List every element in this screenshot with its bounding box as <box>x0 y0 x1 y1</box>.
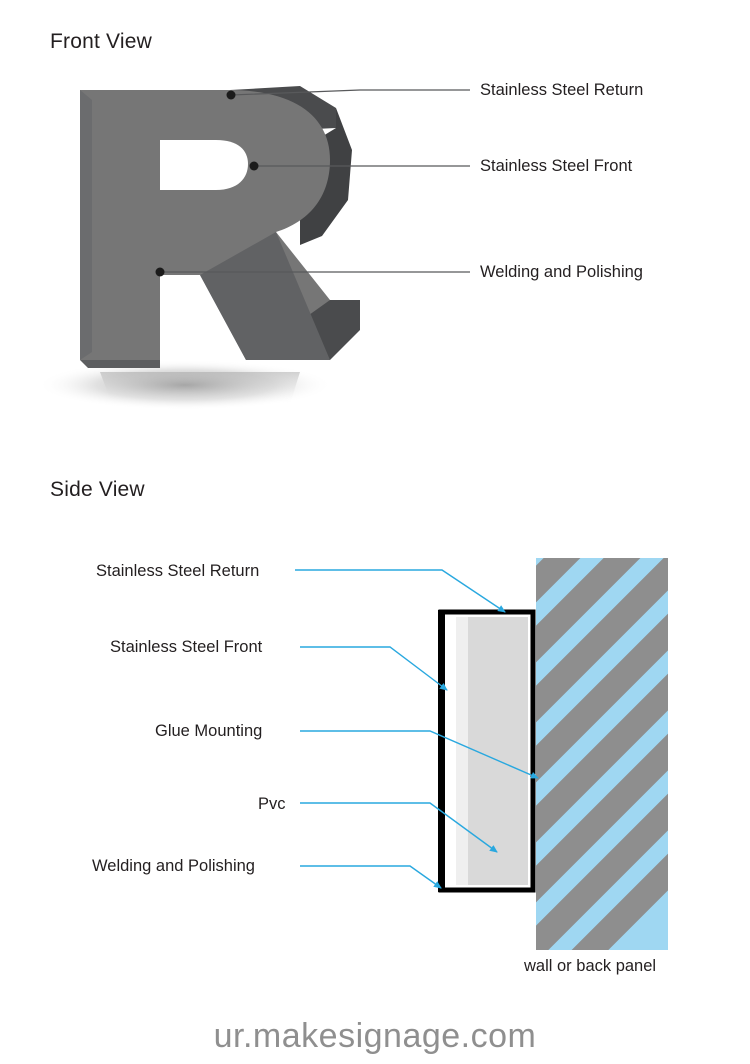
letter-leg-side <box>200 232 330 360</box>
side-callout-glue-mounting: Glue Mounting <box>155 722 263 740</box>
letter-cross-section <box>438 610 533 892</box>
wall-or-back-panel-caption: wall or back panel <box>524 957 657 975</box>
letter-return-top <box>80 86 336 132</box>
leader-stainless-steel-return <box>295 570 505 612</box>
side-callout-stainless-steel-return: Stainless Steel Return <box>96 562 260 580</box>
front-view-leader-dots <box>156 91 259 277</box>
front-view-title: Front View <box>50 30 152 53</box>
letter-leg-extrude <box>246 300 360 360</box>
letter-return-left <box>80 90 92 360</box>
front-face-edge <box>438 610 445 892</box>
pvc-fill <box>456 617 528 885</box>
side-callout-stainless-steel-front: Stainless Steel Front <box>110 638 263 656</box>
leader-welding-and-polishing <box>300 866 441 888</box>
letter-return-right <box>300 108 352 245</box>
front-view-leaders <box>160 90 470 272</box>
letter-reflection <box>100 372 300 404</box>
side-view-leaders <box>295 570 538 888</box>
leader-glue-mounting <box>300 731 538 778</box>
letter-r-3d <box>80 86 360 368</box>
letter-bottom-edge <box>80 360 160 368</box>
side-callout-pvc: Pvc <box>258 795 286 813</box>
leader-stainless-steel-front <box>300 647 447 690</box>
letter-counter <box>160 140 248 190</box>
side-callout-welding-and-polishing: Welding and Polishing <box>92 857 255 875</box>
glue-strip <box>456 617 468 885</box>
letter-shadow <box>37 360 333 410</box>
watermark-text: ur.makesignage.com <box>213 1017 537 1055</box>
side-view-title: Side View <box>50 478 145 501</box>
front-callout-welding-and-polishing: Welding and Polishing <box>480 263 643 281</box>
front-callout-stainless-steel-front: Stainless Steel Front <box>480 157 633 175</box>
letter-front-face <box>80 90 330 360</box>
front-callout-stainless-steel-return: Stainless Steel Return <box>480 81 644 99</box>
leader-pvc <box>300 803 497 852</box>
